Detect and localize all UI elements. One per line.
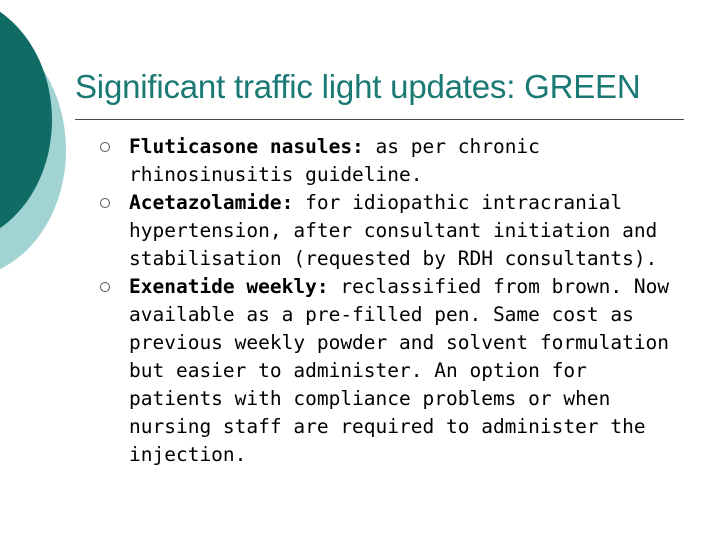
- bullet-lead: Acetazolamide:: [129, 191, 294, 214]
- bullet-item-acetazolamide: [100, 189, 680, 273]
- hollow-circle-bullet-icon: [100, 282, 110, 292]
- title-divider: [75, 119, 684, 120]
- bullet-lead: Fluticasone nasules:: [129, 135, 364, 158]
- bullet-text: reclassified from brown. Now available as a pre-filled pen. Same cost as previous weekly powder and solvent formulation but easier to administer. An option for patients with compliance problems or when nursing staff are required to administer the injection.: [129, 275, 670, 466]
- bullet-lead: Exenatide weekly:: [129, 275, 329, 298]
- hollow-circle-bullet-icon: [100, 198, 110, 208]
- bullet-list: [100, 133, 680, 469]
- slide-title: Significant traffic light updates: GREEN: [75, 68, 641, 105]
- bullet-item-fluticasone: [100, 133, 680, 189]
- hollow-circle-bullet-icon: [100, 142, 110, 152]
- corner-decoration: [0, 0, 70, 300]
- bullet-item-exenatide: [100, 273, 680, 469]
- bullet-text: as per chronic rhinosinusitis guideline.: [129, 135, 540, 186]
- bullet-text: for idiopathic intracranial hypertension, after consultant initiation and stabilisation (requested by RDH consultants).: [129, 191, 658, 270]
